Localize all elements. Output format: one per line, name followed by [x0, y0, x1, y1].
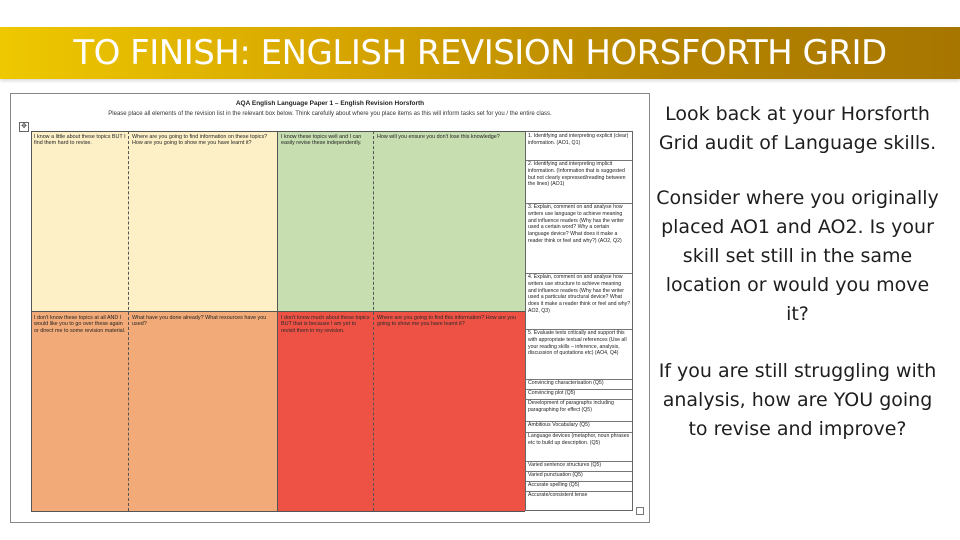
grid-line [31, 511, 525, 512]
list-item: Ambitious Vocabulary (Q5) [528, 422, 590, 428]
quadrant-red [277, 311, 525, 511]
move-handle-icon[interactable]: ✥ [19, 122, 29, 132]
list-item: 4. Explain, comment on and analyse how writers use structure to achieve meaning and influence readers (Why has the writer used a particular structural device? What does it make a reader think or feel and why? AO2, Q3) [528, 274, 631, 314]
grid-line [31, 311, 525, 312]
list-item: 2. Identifying and interpreting implicit information. (Information that is suggested but not clearly expressed/reading between the lines) (AO1) [528, 161, 626, 188]
assessment-objective-list [525, 131, 633, 511]
list-item: Varied punctuation (Q5) [528, 472, 583, 478]
list-item: Accurate spelling (Q5) [528, 482, 580, 488]
quadrant-yellow [31, 131, 277, 311]
list-item: Accurate/consistent tense [528, 492, 588, 498]
green-left-text: I know these topics well and I can easily revise these independently. [281, 134, 362, 147]
grid-line [277, 131, 278, 511]
red-right-text: Where are you going to find this information? How are you going to show me you have learnt it? [377, 315, 517, 328]
orange-left-text: I don't know these topics at all AND I would like you to go over these again or direct me to some revision material. [34, 315, 126, 334]
grid-line [31, 131, 525, 132]
red-left-text: I don't know much about these topics BUT that is because I am yet to revisit them in my revision. [281, 315, 370, 334]
resize-handle-icon[interactable] [636, 507, 644, 515]
revision-grid-document [10, 93, 650, 523]
list-item: Convincing characterisation (Q5) [528, 380, 604, 386]
quadrant-orange [31, 311, 277, 511]
title-banner [0, 27, 960, 79]
list-item: Convincing plot (Q5) [528, 390, 576, 396]
grid-line [128, 131, 129, 511]
list-item: 5. Evaluate texts critically and support this with appropriate textual references (Use all your reading skills – inference, analysis, discussion of quotations etc) (AO4, Q4) [528, 330, 627, 357]
prompt-look-back: Look back at your Horsforth Grid audit of Language skills. [658, 103, 937, 154]
document-title: AQA English Language Paper 1 – English Revision Horsforth [235, 100, 425, 107]
orange-right-text: What have you done already? What resources have you used? [132, 315, 267, 328]
yellow-right-text: Where are you going to find information on these topics? How are you going to show me you have learnt it? [132, 134, 268, 147]
list-item: Development of paragraphs including paragraphing for effect (Q5) [528, 400, 614, 413]
green-right-text: How will you ensure you don't lose this knowledge? [377, 134, 500, 140]
quadrant-green [277, 131, 525, 311]
list-item: Varied sentence structures (Q5) [528, 462, 602, 468]
prompt-struggling: If you are still struggling with analysis, how are YOU going to revise and improve? [658, 360, 937, 440]
slide-title: TO FINISH: ENGLISH REVISION HORSFORTH GRID [73, 33, 887, 73]
list-item: 3. Explain, comment on and analyse how writers use language to achieve meaning and influence readers (Why has the writer used a certain word? Why a certain language device? What does it make a reader think or feel and why?) (AO2, Q2) [528, 204, 625, 244]
grid-line [373, 131, 374, 511]
list-item: 1. Identifying and interpreting explicit (clear) information. (AO1, Q1) [528, 133, 629, 146]
document-instruction: Please place all elements of the revision list in the relevant box below. Think carefully about where you place items as this will inform tasks set for you / the entire class. [108, 111, 552, 117]
prompt-consider: Consider where you originally placed AO1 and AO2. Is your skill set still in the same location or would you move it? [656, 187, 939, 325]
grid-line [31, 131, 32, 511]
list-item: Language devices (metaphor, noun phrases etc to build up description. (Q5) [528, 433, 630, 446]
yellow-left-text: I know a little about these topics BUT I find them hard to revise. [34, 134, 126, 147]
